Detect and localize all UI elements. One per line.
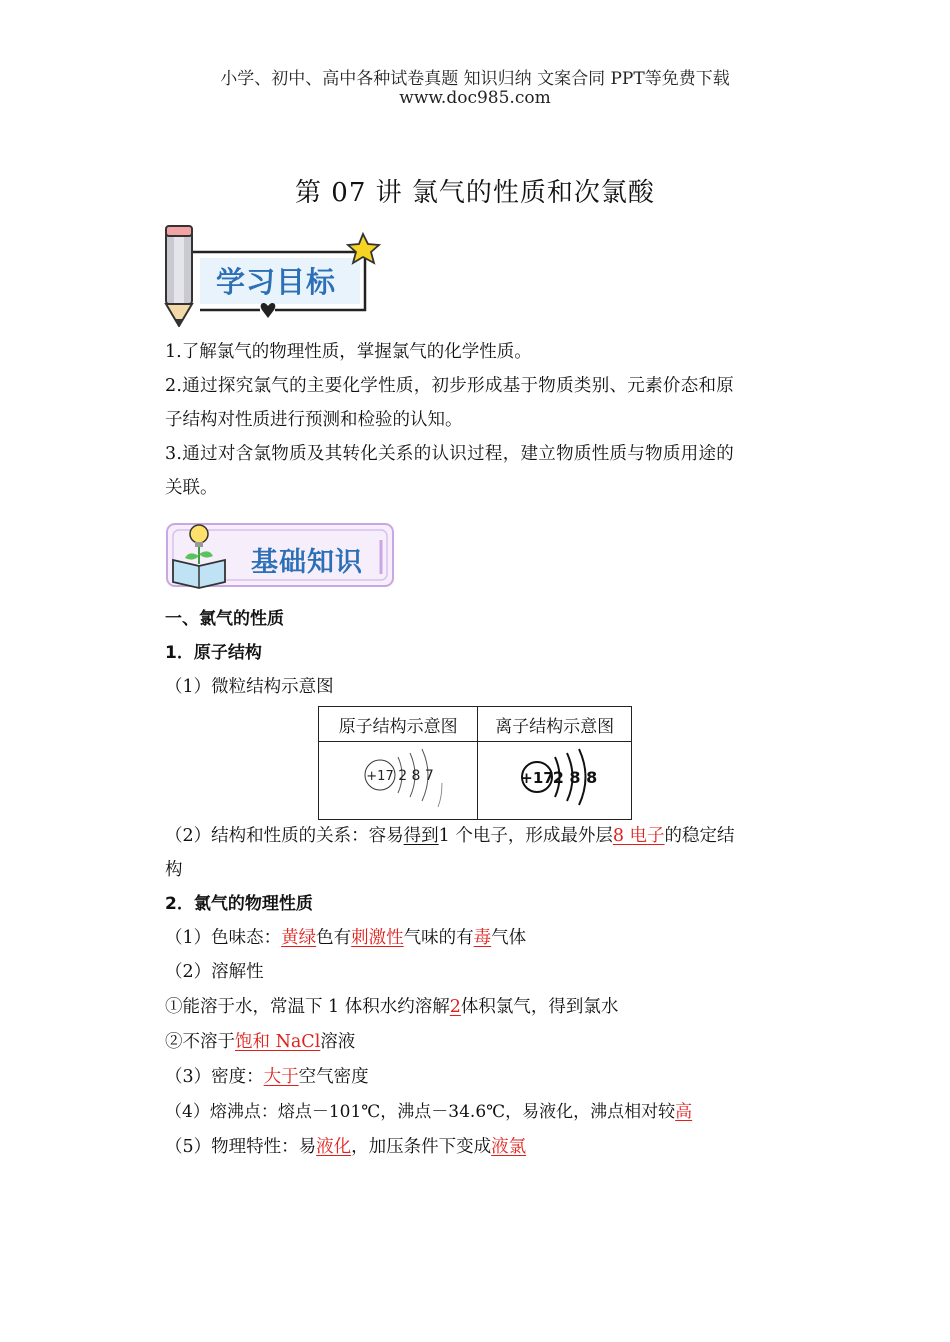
item-particle-diagram: （1）微粒结构示意图 bbox=[165, 677, 334, 697]
solubility-water: ①能溶于水，常温下 1 体积水约溶解2体积氯气，得到氯水 bbox=[165, 997, 619, 1017]
answer-volume: 2 bbox=[449, 997, 461, 1017]
objective-3-line1: 3.通过对含氯物质及其转化关系的认识过程，建立物质性质与物质用途的 bbox=[165, 444, 735, 464]
chlorine-atom-diagram bbox=[338, 743, 458, 813]
answer-pungent: 刺激性 bbox=[351, 928, 404, 948]
chloride-ion-diagram bbox=[495, 743, 615, 813]
ion-shell-electrons: 2 8 8 bbox=[552, 768, 597, 787]
site-header-url: www.doc985.com bbox=[399, 88, 551, 108]
answer-liquefy: 液化 bbox=[316, 1137, 352, 1157]
learning-goals-label: 学习目标 bbox=[216, 265, 337, 299]
ion-nucleus-label: +17 bbox=[519, 769, 554, 787]
property-density: （3）密度：大于空气密度 bbox=[165, 1067, 369, 1087]
atom-shell-electrons: 2 8 7 bbox=[398, 768, 434, 784]
property-color-odor: （1）色味态：黄绿色有刺激性气味的有毒气体 bbox=[165, 928, 527, 948]
answer-8-electrons: 8 电子 bbox=[612, 826, 665, 846]
objective-2-line1: 2.通过探究氯气的主要化学性质，初步形成基于物质类别、元素价态和原 bbox=[165, 376, 735, 396]
subheading-physical-properties: 2．氯气的物理性质 bbox=[165, 894, 313, 914]
structure-property-relation-line2: 构 bbox=[165, 860, 183, 880]
property-special: （5）物理特性：易液化，加压条件下变成液氯 bbox=[165, 1137, 527, 1157]
objective-2-line2: 子结构对性质进行预测和检验的认知。 bbox=[165, 410, 463, 430]
property-melting-boiling: （4）熔沸点：熔点－101℃，沸点－34.6℃，易液化，沸点相对较高 bbox=[165, 1102, 693, 1122]
answer-greater-than: 大于 bbox=[263, 1067, 299, 1087]
site-header-line1: 小学、初中、高中各种试卷真题 知识归纳 文案合同 PPT等免费下载 bbox=[220, 69, 730, 89]
answer-high: 高 bbox=[675, 1102, 693, 1122]
learning-goals-banner bbox=[160, 222, 385, 327]
blank-gain: 得到 bbox=[403, 826, 439, 846]
structure-diagram-table bbox=[318, 706, 632, 820]
atom-nucleus-label: +17 bbox=[366, 769, 394, 784]
answer-yellow-green: 黄绿 bbox=[281, 928, 317, 948]
subheading-atomic-structure: 1．原子结构 bbox=[165, 643, 262, 663]
table-header-ion: 离子结构示意图 bbox=[478, 707, 632, 742]
structure-property-relation: （2）结构和性质的关系：容易得到1 个电子，形成最外层8 电子的稳定结 bbox=[165, 826, 735, 846]
answer-saturated-nacl: 饱和 NaCl bbox=[235, 1032, 321, 1052]
atom-structure-cell bbox=[319, 742, 478, 820]
objective-3-line2: 关联。 bbox=[165, 478, 218, 498]
property-solubility: （2）溶解性 bbox=[165, 962, 264, 982]
answer-liquid-chlorine: 液氯 bbox=[491, 1137, 527, 1157]
objective-1: 1.了解氯气的物理性质，掌握氯气的化学性质。 bbox=[165, 342, 532, 362]
ion-structure-cell bbox=[478, 742, 632, 820]
basic-knowledge-banner bbox=[163, 520, 399, 592]
page-title: 第 07 讲 氯气的性质和次氯酸 bbox=[295, 178, 655, 208]
answer-toxic: 毒 bbox=[473, 928, 492, 948]
section-heading: 一、氯气的性质 bbox=[165, 609, 284, 629]
table-header-atom: 原子结构示意图 bbox=[319, 707, 478, 742]
basic-knowledge-label: 基础知识 bbox=[251, 547, 363, 578]
solubility-nacl: ②不溶于饱和 NaCl溶液 bbox=[165, 1032, 356, 1052]
